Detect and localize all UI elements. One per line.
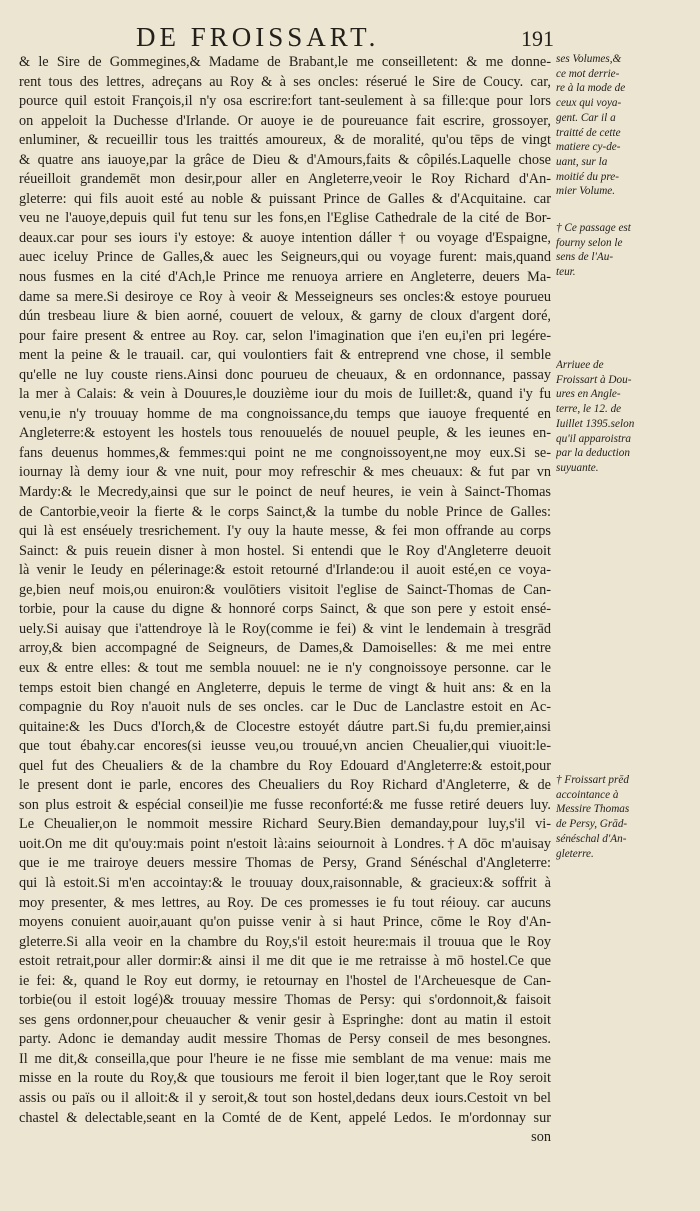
text-line: Mardy:& le Mecredy,ainsi que sur le poinct de neuf heures, ie vein à Sainct-Thomas xyxy=(19,484,551,501)
margin-note-line: † Froissart prēd xyxy=(556,774,629,786)
margin-note-line: traitté de cette xyxy=(556,126,621,139)
text-line: quel fut des Cheualiers & de la chambre du Roy Edouard d'Angleterre:& estoit,pour xyxy=(19,757,551,774)
text-line: estoit retrait,pour aller dormir:& ainsi il me dit que ie me retraisse à mō hostel.Ce que xyxy=(19,953,551,970)
margin-note-line: teur. xyxy=(556,266,576,279)
margin-note xyxy=(556,358,700,476)
text-line: enluminer, & recueillir tous les traittés amoureux, & de moralité, qu'ou tēps de vingt xyxy=(19,132,551,149)
text-line: ses gens ordonner,pour cheuaucher & venir gesir à Espringhe: dont au matin il estoit xyxy=(19,1011,551,1028)
text-line: Sainct: & puis reuein disner à mon hostel. Si entendi que le Roy d'Angleterre deuoit xyxy=(19,542,551,559)
running-head xyxy=(0,20,700,54)
text-line: dún tresbeau liure & bien aorné, couuert de veloux, & garny de cloux d'argent doré, xyxy=(19,308,551,325)
margin-note-line: de Persy, Grād- xyxy=(556,818,628,831)
margin-note-line: suyuante. xyxy=(556,461,599,474)
margin-note-line: ceux qui voya- xyxy=(556,97,622,110)
margin-note-line: qu'il apparoistra xyxy=(556,432,632,445)
text-line: uoit.On me dit qu'ouy:mais point n'estoit là:ains seiournoit à Londres.†A dōc m'auisay xyxy=(19,835,551,852)
margin-note-line: ce mot derrie- xyxy=(556,67,620,80)
text-line: qui là estoit.Si m'en accointay:& le trouuay doux,raisonnable, & gracieux:& soffrit à xyxy=(19,874,551,891)
text-line: son plus estroit & espécial conseil)ie me fusse reconforté:& me fusse retiré deuers luy. xyxy=(19,796,551,813)
text-line: fans deuenus hommes,& femmes:qui point ne me congnoissoyent,ne moy eux.Si se- xyxy=(19,444,551,461)
text-line: pource quil estoit François,il n'y osa escrire:fort tant-seulement à sa fille:que pour lors xyxy=(19,93,551,110)
text-line: moyens conuient auoir,auant qu'on puisse venir à si haut Prince, cōme le Roy d'An- xyxy=(19,914,551,931)
text-line: pour faire present & entree au Roy. car, selon l'imagination que i'en eu,i'en pri legére- xyxy=(19,327,551,344)
text-line: réueilloit grandemēt mon desir,pour aller en Angleterre,veoir le Roy Richard d'An- xyxy=(19,171,551,188)
margin-note-line: Froissart à Dou- xyxy=(556,373,632,386)
text-line: on appeloit la Duchesse d'Irlande. Or auoye ie de poureuance fait escrire, grossoyer, xyxy=(19,112,551,129)
text-line: iournay là demy iour & vne nuit, pour moy refreschir & mes cheuaux: & fut par vn xyxy=(19,464,551,481)
margin-note-line: uant, sur la xyxy=(556,155,608,168)
margin-note-line: fourny selon le xyxy=(556,236,623,249)
margin-note-line: sens de l'Au- xyxy=(556,251,614,264)
margin-note-line: par la deduction xyxy=(556,447,630,460)
margin-note-line: † Ce passage est xyxy=(556,222,631,234)
text-line: compagnie du Roy n'auoit nuls de ses oncles. car le Duc de Lanclastre estoit en Ac- xyxy=(19,699,551,716)
text-line: assis ou païs ou il alloit:& il y seroit,& tout son hostel,dedans deux iours.Cestoit vn bel xyxy=(19,1089,551,1106)
text-line: rent tous des lettres, adreçans au Roy & à ses oncles: réserué le Sire de Coucy. car, xyxy=(19,73,551,90)
text-line: deaux.car pour ses iours i'y estoye: & auoye intention dáller † ou voyage d'Espaigne, xyxy=(19,229,551,246)
margin-note-line: Messire Thomas xyxy=(556,803,630,816)
text-line: gleterre: qui fils auoit esté au noble & puissant Prince de Galles & d'Acquitaine. car xyxy=(19,190,551,207)
text-line: venu,ie n'y trouuay homme de ma congnoissance,du temps que iauoye frequenté en xyxy=(19,405,551,422)
text-line: là venir le Ieudy en pélerinage:& estoit retourné d'Irlande:ou il auoit esté,en ce voya- xyxy=(19,562,551,579)
text-line: ment la peine & le trauail. car, qui voulontiers fait & entreprend vne chose, il semble xyxy=(19,347,551,364)
margin-note-line: accointance à xyxy=(556,788,619,801)
text-line: que tout ébahy.car encores(si ieusse veu,ou trouué,vn ancien Cheualier,qui viuoit:le- xyxy=(19,738,551,755)
text-line: le present dont ie parle, encores des Cheualiers du Roy Richard d'Angleterre, & de xyxy=(19,777,551,794)
text-line: dame sa mere.Si desiroye ce Roy à veoir & Messeigneurs ses oncles:& estoye pourueu xyxy=(19,288,551,305)
margin-note-line: gleterre. xyxy=(556,847,594,860)
main-text-column xyxy=(19,53,551,1148)
text-line: uely.Si auisay que i'attendroye là le Roy(comme ie fei) & vint le lendemain à tresgrād xyxy=(19,620,551,637)
margin-note-line: gent. Car il a xyxy=(556,111,616,124)
text-line: Il me dit,& conseilla,que pour l'heure ie ne fisse mie semblant de ma venue: mais me xyxy=(19,1050,551,1067)
text-line: ge,bien neuf mois,ou enuiron:& voulōtiers visitoit l'eglise de Sainct-Thomas de Can- xyxy=(19,581,551,598)
text-line: auec iceluy Prince de Galles,& auec les Seigneurs,qui ou voyage furent: mais,quand xyxy=(19,249,551,266)
text-line: Le Cheualier,on le nommoit messire Richard Seury.Bien demanday,pour luy,s'il vi- xyxy=(19,816,551,833)
text-line: veu ne l'auoye,depuis quil fut tenu sur les fons,en l'Eglise Cathedrale de la cité de Bor- xyxy=(19,210,551,227)
text-line: eux & entre elles: & tout me sembla nouuel: ne ie n'y congnoissoye personne. car le xyxy=(19,659,551,676)
text-line: misse en la route du Roy,& que tousiours me feroit il bien loger,tant que le Roy seroit xyxy=(19,1070,551,1087)
text-line: temps estoit bien changé en Angleterre, depuis le terme de vingt & huit ans: & en la xyxy=(19,679,551,696)
margin-note-line: mier Volume. xyxy=(556,185,616,198)
text-line: son xyxy=(531,1129,551,1146)
text-line: arroy,& bien accompagné de Seigneurs, de Dames,& Damoiselles: & me mei entre xyxy=(19,640,551,657)
text-line: ie fei: &, quand le Roy eut dormy, ie retournay en l'hostel de l'Archeuesque de Can- xyxy=(19,972,551,989)
text-line: Angleterre:& estoyent les hostels tous renouuelés de nouuel peuple, & les ieunes en- xyxy=(19,425,551,442)
text-line: que ie me trairoye deuers messire Thomas de Persy, Grand Sénéschal d'Angleterre: xyxy=(19,855,551,872)
text-line: party. Adonc ie demanday audit messire Thomas de Persy conseil de mes besongnes. xyxy=(19,1031,551,1048)
text-line: torbie(ou il estoit logé)& trouuay messire Thomas de Persy: qui s'ordonnoit,& faisoit xyxy=(19,992,551,1009)
text-line: & quatre ans iauoye,par la grâce de Dieu & d'Amours,faits & côpilés.Laquelle chose xyxy=(19,151,551,168)
margin-note-line: Arriuee de xyxy=(556,359,604,371)
text-line: torbie, pour la cause du digne & honnoré corps Sainct, & que son pere y estoit ensé- xyxy=(19,601,551,618)
margin-note xyxy=(556,773,700,861)
margin-note-line: sénéschal d'An- xyxy=(556,832,627,845)
running-title: DE FROISSART. xyxy=(136,22,380,52)
page-number: 191 xyxy=(521,26,554,51)
margin-note-line: moitié du pre- xyxy=(556,170,619,183)
text-line: qu'elle ne luy couste riens.Ainsi donc pourueu de cheuaux, & en ordonnance, passay xyxy=(19,366,551,383)
text-line: la mer à Calais: & vein à Douures,le douzième iour du mois de Iuillet:&, quand i'y fu xyxy=(19,386,551,403)
text-line: & le Sire de Gommegines,& Madame de Brabant,le me conseilletent: & me donne- xyxy=(19,54,551,70)
margin-note-line: re à la mode de xyxy=(556,82,626,95)
margin-note-line: terre, le 12. de xyxy=(556,403,622,416)
text-line: quitaine:& les Ducs d'Iorch,& de Clocestre estoyét dáutre part.Si fu,du premier,ainsi xyxy=(19,718,551,735)
margin-note-line: Iuillet 1395.selon xyxy=(556,417,635,430)
text-line: qui là est enséuely tresrichement. I'y ouy la haute messe, & fei mon offrande au corps xyxy=(19,523,551,540)
margin-note xyxy=(556,221,700,280)
text-line: de Cantorbie,veoir la fierte & le corps Sainct,& la tumbe du noble Prince de Galles: xyxy=(19,503,551,520)
margin-note-line: matiere cy-de- xyxy=(556,141,621,154)
text-line: chastel & delectable,seant en la Comté de de Kent, appelé Ledos. Ie m'ordonnay sur xyxy=(19,1109,551,1126)
text-line: nous fusmes en la cité d'Ach,le Prince me renuoya arriere en Angleterre, deuers Ma- xyxy=(19,269,551,286)
text-line: moy presenter, & mes lettres, au Roy. De ces promesses ie fu tout réiouy. car aucuns xyxy=(19,894,551,911)
margin-note-line: ures en Angle- xyxy=(556,388,621,401)
text-line: gleterre.Si alla veoir en la chambre du Roy,s'il estoit heure:mais il trouua que le Roy xyxy=(19,933,551,950)
margin-note-line: ses Volumes,& xyxy=(556,53,622,65)
margin-note xyxy=(556,52,700,199)
